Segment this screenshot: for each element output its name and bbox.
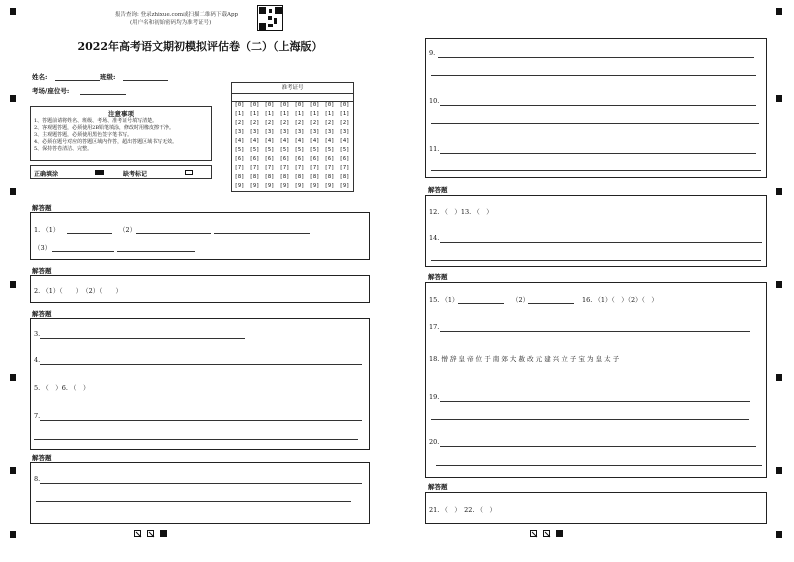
q9-line[interactable] <box>438 57 754 58</box>
exam-id-digit-bubble[interactable]: [4] <box>249 138 260 144</box>
page-marker-icon <box>134 530 141 537</box>
q3-line[interactable] <box>40 338 245 339</box>
notice-item: 2、客观题答题，必须使用2B铅笔填涂，修改时用橡皮擦干净。 <box>34 125 175 131</box>
fill-legend <box>30 165 212 179</box>
section-label: 解答题 <box>428 483 448 491</box>
q4-line[interactable] <box>40 364 362 365</box>
class-field[interactable] <box>123 80 168 81</box>
q15-part2-line[interactable] <box>528 303 574 304</box>
section-label: 解答题 <box>32 310 52 318</box>
exam-id-digit-bubble[interactable]: [3] <box>234 129 245 135</box>
exam-id-digit-bubble[interactable]: [5] <box>339 147 350 153</box>
exam-id-digit-bubble[interactable]: [8] <box>324 174 335 180</box>
q18-text: 18. 憎 辞 皇 帝 位 于 南 郊 大 赦 改 元 建 兴 立 子 宝 为 皇 太 子 <box>429 355 620 363</box>
exam-id-digit-bubble[interactable]: [3] <box>309 129 320 135</box>
q16-label: 16. （1）（ ）（2）（ ） <box>582 296 658 304</box>
exam-id-digit-bubble[interactable]: [6] <box>339 156 350 162</box>
q1-part1-line[interactable] <box>67 233 112 234</box>
q1-part1-label: 1. （1） <box>34 226 60 234</box>
q5-q6-label: 5. （ ）6. （ ） <box>34 384 90 392</box>
exam-id-digit-bubble[interactable]: [7] <box>279 165 290 171</box>
q7-line[interactable] <box>34 439 358 440</box>
notice-item: 5、保持答卷清洁、完整。 <box>34 146 93 152</box>
exam-id-digit-bubble[interactable]: [3] <box>249 129 260 135</box>
notice-heading: 注意事项 <box>108 110 134 118</box>
answer-box-q15-q20 <box>425 282 767 478</box>
timing-mark <box>776 281 782 288</box>
exam-title: 2022年高考语文期初模拟评估卷（二）（上海版） <box>77 40 323 53</box>
q20-line[interactable] <box>436 465 762 466</box>
absent-mark-label: 缺考标记 <box>123 171 148 178</box>
exam-id-digit-bubble[interactable]: [9] <box>234 183 245 189</box>
exam-id-digit-bubble[interactable]: [7] <box>339 165 350 171</box>
notice-item: 1、答题前请将姓名、班级、考场、准考证号填写清楚。 <box>34 118 158 124</box>
exam-id-digit-bubble[interactable]: [8] <box>234 174 245 180</box>
exam-id-digit-bubble[interactable]: [1] <box>279 111 290 117</box>
q10-line[interactable] <box>431 123 759 124</box>
qr-code-icon <box>257 5 283 31</box>
exam-id-digit-bubble[interactable]: [6] <box>264 156 275 162</box>
timing-mark <box>10 188 16 195</box>
exam-id-digit-bubble[interactable]: [4] <box>279 138 290 144</box>
exam-id-digit-bubble[interactable]: [1] <box>324 111 335 117</box>
exam-id-digit-bubble[interactable]: [6] <box>234 156 245 162</box>
name-label: 姓名: <box>32 73 48 81</box>
q20-line[interactable] <box>440 446 756 447</box>
timing-mark <box>10 531 16 538</box>
exam-id-digit-bubble[interactable]: [7] <box>264 165 275 171</box>
timing-mark <box>10 8 16 15</box>
q17-line[interactable] <box>440 331 750 332</box>
q14-line[interactable] <box>431 260 761 261</box>
exam-id-column[interactable] <box>337 101 352 191</box>
timing-mark <box>776 188 782 195</box>
exam-id-digit-bubble[interactable]: [8] <box>264 174 275 180</box>
q20-label: 20. <box>429 438 440 446</box>
exam-id-digit-bubble[interactable]: [7] <box>249 165 260 171</box>
exam-id-digit-bubble[interactable]: [9] <box>309 183 320 189</box>
exam-id-digit-bubble[interactable]: [7] <box>294 165 305 171</box>
correct-fill-sample-icon <box>95 170 104 175</box>
exam-id-digit-bubble[interactable]: [0] <box>249 102 260 108</box>
q19-line[interactable] <box>431 419 749 420</box>
exam-id-digit-bubble[interactable]: [1] <box>264 111 275 117</box>
exam-id-digit-bubble[interactable]: [8] <box>294 174 305 180</box>
q7-line[interactable] <box>40 420 362 421</box>
q8-label: 8. <box>34 475 41 483</box>
timing-mark <box>10 95 16 102</box>
absent-mark-checkbox[interactable] <box>185 170 193 175</box>
room-label: 考场/座位号: <box>32 87 70 95</box>
exam-id-digit-bubble[interactable]: [5] <box>264 147 275 153</box>
exam-id-digit-bubble[interactable]: [2] <box>309 120 320 126</box>
q15-part1-line[interactable] <box>458 303 504 304</box>
exam-id-digit-bubble[interactable]: [7] <box>324 165 335 171</box>
exam-id-column[interactable] <box>292 101 307 191</box>
exam-id-digit-bubble[interactable]: [6] <box>249 156 260 162</box>
exam-id-digit-bubble[interactable]: [2] <box>234 120 245 126</box>
answer-box-q12-q14 <box>425 195 767 267</box>
exam-id-digit-bubble[interactable]: [8] <box>339 174 350 180</box>
q12-q13-label: 12. （ ）13. （ ） <box>429 208 493 216</box>
q10-label: 10. <box>429 97 440 105</box>
q9-line[interactable] <box>431 75 756 76</box>
exam-id-digit-bubble[interactable]: [6] <box>324 156 335 162</box>
exam-id-digit-bubble[interactable]: [6] <box>294 156 305 162</box>
exam-id-digit-bubble[interactable]: [9] <box>339 183 350 189</box>
name-field[interactable] <box>55 80 100 81</box>
exam-id-digit-bubble[interactable]: [9] <box>324 183 335 189</box>
q3-label: 3. <box>34 330 41 338</box>
exam-id-digit-bubble[interactable]: [3] <box>264 129 275 135</box>
exam-id-digit-bubble[interactable]: [0] <box>264 102 275 108</box>
exam-id-digit-bubble[interactable]: [0] <box>234 102 245 108</box>
exam-id-digit-bubble[interactable]: [8] <box>309 174 320 180</box>
exam-id-digit-bubble[interactable]: [4] <box>309 138 320 144</box>
exam-id-digit-bubble[interactable]: [5] <box>294 147 305 153</box>
timing-mark <box>10 374 16 381</box>
exam-id-digit-bubble[interactable]: [2] <box>324 120 335 126</box>
exam-id-digit-bubble[interactable]: [5] <box>324 147 335 153</box>
exam-id-digit-bubble[interactable]: [5] <box>249 147 260 153</box>
exam-id-column[interactable] <box>307 101 322 191</box>
section-label: 解答题 <box>428 273 448 281</box>
exam-id-digit-bubble[interactable]: [4] <box>234 138 245 144</box>
answer-box-q2 <box>30 275 370 303</box>
timing-mark <box>776 8 782 15</box>
exam-id-digit-bubble[interactable]: [7] <box>234 165 245 171</box>
q8-line[interactable] <box>40 483 362 484</box>
page-marker-icon <box>147 530 154 537</box>
timing-mark <box>776 531 782 538</box>
exam-id-digit-bubble[interactable]: [2] <box>249 120 260 126</box>
q7-label: 7. <box>34 412 41 420</box>
exam-id-digit-bubble[interactable]: [0] <box>324 102 335 108</box>
exam-id-digit-bubble[interactable]: [2] <box>279 120 290 126</box>
exam-id-digit-bubble[interactable]: [1] <box>339 111 350 117</box>
q9-label: 9. <box>429 49 436 57</box>
exam-id-digit-bubble[interactable]: [5] <box>234 147 245 153</box>
q10-line[interactable] <box>440 105 756 106</box>
timing-mark <box>10 467 16 474</box>
exam-id-digit-bubble[interactable]: [9] <box>294 183 305 189</box>
exam-id-digit-bubble[interactable]: [4] <box>339 138 350 144</box>
exam-id-column[interactable] <box>262 101 277 191</box>
q15-part1-label: 15. （1） <box>429 296 459 304</box>
exam-id-digit-bubble[interactable]: [9] <box>249 183 260 189</box>
q1-part2-line[interactable] <box>136 233 211 234</box>
exam-id-digit-bubble[interactable]: [4] <box>324 138 335 144</box>
exam-id-digit-bubble[interactable]: [9] <box>264 183 275 189</box>
exam-id-grid <box>231 82 354 192</box>
report-note-line1: 报告查询: 登录zhixue.com或扫描二维码下载App <box>115 12 239 18</box>
notice-item: 4、必须在题号对应的答题区域内作答，超出答题区域书写无效。 <box>34 139 178 145</box>
exam-id-digit-bubble[interactable]: [3] <box>339 129 350 135</box>
exam-id-digit-bubble[interactable]: [0] <box>294 102 305 108</box>
class-label: 班级: <box>100 73 116 81</box>
section-label: 解答题 <box>32 267 52 275</box>
exam-id-digit-bubble[interactable]: [1] <box>309 111 320 117</box>
exam-id-digit-bubble[interactable]: [4] <box>264 138 275 144</box>
answer-box-q9-q11 <box>425 38 767 178</box>
answer-box-q1 <box>30 212 370 260</box>
exam-id-digit-bubble[interactable]: [1] <box>294 111 305 117</box>
q1-part3-label: （3） <box>34 244 52 252</box>
exam-id-label: 准考证号 <box>232 83 353 94</box>
exam-id-digit-bubble[interactable]: [1] <box>249 111 260 117</box>
exam-id-digit-bubble[interactable]: [3] <box>294 129 305 135</box>
page-marker-icon <box>160 530 167 537</box>
exam-id-digit-bubble[interactable]: [8] <box>279 174 290 180</box>
page-marker-icon <box>530 530 537 537</box>
q19-line[interactable] <box>440 401 750 402</box>
timing-mark <box>776 95 782 102</box>
q15-part2-label: （2） <box>512 296 530 304</box>
exam-id-digit-bubble[interactable]: [3] <box>279 129 290 135</box>
section-label: 解答题 <box>32 454 52 462</box>
correct-fill-label: 正确填涂 <box>34 171 59 178</box>
q1-part2-label: （2） <box>119 226 137 234</box>
exam-id-column[interactable] <box>232 101 247 191</box>
timing-mark <box>776 467 782 474</box>
exam-id-digit-bubble[interactable]: [2] <box>264 120 275 126</box>
report-note-line2: (用户名和初始密码均为准考证号) <box>130 20 212 26</box>
q1-part3-line[interactable] <box>52 251 114 252</box>
exam-id-digit-bubble[interactable]: [6] <box>279 156 290 162</box>
timing-mark <box>776 374 782 381</box>
answer-box-q21-q22 <box>425 492 767 524</box>
exam-id-digit-bubble[interactable]: [4] <box>294 138 305 144</box>
exam-id-digit-bubble[interactable]: [6] <box>309 156 320 162</box>
exam-id-digit-bubble[interactable]: [8] <box>249 174 260 180</box>
q14-label: 14. <box>429 234 440 242</box>
section-label: 解答题 <box>32 204 52 212</box>
room-field[interactable] <box>80 94 126 95</box>
exam-id-digit-bubble[interactable]: [0] <box>309 102 320 108</box>
exam-id-digit-bubble[interactable]: [2] <box>294 120 305 126</box>
q11-label: 11. <box>429 145 440 153</box>
exam-id-digit-bubble[interactable]: [3] <box>324 129 335 135</box>
exam-id-column[interactable] <box>247 101 262 191</box>
timing-mark <box>10 281 16 288</box>
notice-box <box>30 106 212 161</box>
exam-id-column[interactable] <box>277 101 292 191</box>
exam-id-digit-bubble[interactable]: [5] <box>309 147 320 153</box>
exam-id-digit-bubble[interactable]: [5] <box>279 147 290 153</box>
exam-id-digit-bubble[interactable]: [2] <box>339 120 350 126</box>
page-marker-icon <box>556 530 563 537</box>
q4-label: 4. <box>34 356 41 364</box>
q8-line[interactable] <box>36 501 351 502</box>
q11-line[interactable] <box>440 153 756 154</box>
exam-id-column[interactable] <box>322 101 337 191</box>
exam-id-digit-bubble[interactable]: [9] <box>279 183 290 189</box>
q1-part2-line[interactable] <box>214 233 310 234</box>
page-marker-icon <box>543 530 550 537</box>
exam-id-digit-bubble[interactable]: [7] <box>309 165 320 171</box>
q14-line[interactable] <box>440 242 762 243</box>
answer-box-q8 <box>30 462 370 524</box>
q11-line[interactable] <box>431 170 761 171</box>
notice-item: 3、主观题答题，必须使用黑色签字笔书写。 <box>34 132 133 138</box>
exam-id-digit-bubble[interactable]: [0] <box>279 102 290 108</box>
q17-label: 17. <box>429 323 440 331</box>
q2-label: 2. （1）（ ） （2）（ ） <box>34 287 123 295</box>
q19-label: 19. <box>429 393 440 401</box>
q1-part3-line[interactable] <box>117 251 195 252</box>
exam-id-digit-bubble[interactable]: [1] <box>234 111 245 117</box>
exam-id-digit-bubble[interactable]: [0] <box>339 102 350 108</box>
section-label: 解答题 <box>428 186 448 194</box>
q21-q22-label: 21. （ ） 22. （ ） <box>429 506 497 514</box>
answer-box-q3-q7 <box>30 318 370 450</box>
